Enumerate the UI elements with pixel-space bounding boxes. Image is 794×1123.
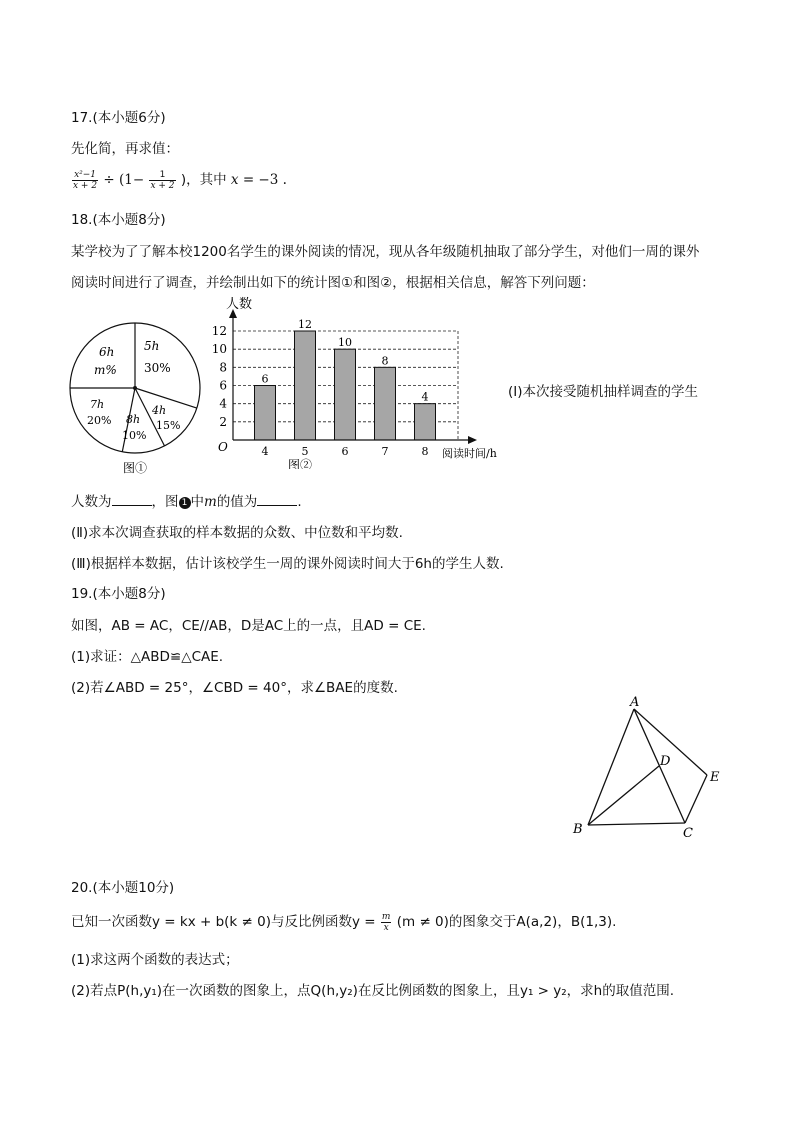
x-tick-label: 7 <box>381 445 389 458</box>
q18-part1-start: (Ⅰ)本次接受随机抽样调查的学生 <box>508 384 699 400</box>
x-tick-label: 5 <box>301 445 309 458</box>
part1-text-c: 中 <box>190 494 204 510</box>
circled-one: 1 <box>179 497 191 509</box>
pie-pct-5h: 30% <box>144 361 171 375</box>
pie-label-8h: 8h <box>126 413 141 426</box>
pie-pct-6h: m% <box>94 363 117 377</box>
division-part: ÷ (1− <box>103 172 145 188</box>
part1-text-d: 的值为 <box>216 494 258 510</box>
close-paren-text: )，其中 <box>180 172 227 188</box>
segment-ce <box>685 775 707 823</box>
fraction-2 <box>149 170 175 191</box>
q19-title: 19.(本小题8分) <box>71 586 166 602</box>
fraction-1-numerator: x²−1 <box>72 170 98 181</box>
segment-bd <box>588 766 659 825</box>
y-tick-label: 2 <box>219 414 227 429</box>
q20-statement <box>71 910 616 933</box>
bar <box>375 367 396 440</box>
q19-part2: (2)若∠ABD = 25°，∠CBD = 40°，求∠BAE的度数. <box>71 680 398 696</box>
pie-pct-7h: 20% <box>87 414 112 427</box>
segment-bc <box>588 823 685 825</box>
q20-statement-b: (m ≠ 0)的图象交于A(a,2)，B(1,3). <box>396 914 617 930</box>
y-tick-label: 10 <box>211 342 227 357</box>
y-tick-label: 4 <box>219 396 227 411</box>
bar <box>255 386 276 441</box>
part1-text-b: ，图 <box>151 494 179 510</box>
point-b-label: B <box>573 822 583 837</box>
fraction-1 <box>72 170 98 191</box>
y-tick-label: 12 <box>211 324 227 338</box>
q20-fraction <box>381 912 392 933</box>
triangle-figure <box>565 695 735 845</box>
pie-chart <box>60 320 210 480</box>
bar <box>295 331 316 440</box>
q17-title: 17.(本小题6分) <box>71 110 166 126</box>
pie-pct-4h: 15% <box>156 419 181 432</box>
point-c-label: C <box>683 826 693 841</box>
bar-value-label: 4 <box>421 390 429 404</box>
q19-intro: 如图，AB = AC，CE//AB，D是AC上的一点，且AD = CE. <box>71 618 426 634</box>
bar-value-label: 10 <box>338 336 352 350</box>
bar <box>335 349 356 440</box>
segment-ae <box>634 709 707 775</box>
bar-value-label: 8 <box>381 354 389 368</box>
q20-part1: (1)求这两个函数的表达式； <box>71 952 239 968</box>
q18-part2: (Ⅱ)求本次调查获取的样本数据的众数、中位数和平均数. <box>71 525 403 541</box>
q20-fraction-numerator: m <box>381 911 391 922</box>
answer-blank <box>112 493 152 506</box>
point-d-label: D <box>660 754 671 769</box>
q18-part1-continued <box>71 490 302 510</box>
part1-end: . <box>297 494 302 510</box>
bar-value-label: 6 <box>261 372 269 386</box>
q20-title: 20.(本小题10分) <box>71 880 175 896</box>
var-m: m <box>204 494 217 510</box>
q19-part1: (1)求证：△ABD≌△CAE. <box>71 649 224 665</box>
pie-caption: 图① <box>122 461 148 475</box>
origin-label: O <box>218 440 228 454</box>
point-a-label: A <box>630 695 640 710</box>
fraction-2-numerator: 1 <box>149 170 175 181</box>
pie-label-4h: 4h <box>152 404 167 417</box>
q20-fraction-denominator: x <box>383 922 389 933</box>
condition-variable: x <box>230 172 239 188</box>
point-e-label: E <box>710 770 720 785</box>
fraction-1-denominator: x + 2 <box>73 180 98 191</box>
segment-ab <box>588 709 634 825</box>
q20-statement-a: 已知一次函数y = kx + b(k ≠ 0)与反比例函数y = <box>71 914 376 930</box>
pie-label-5h: 5h <box>144 339 160 353</box>
bar-caption: 图② <box>287 458 313 469</box>
answer-blank <box>257 493 297 506</box>
q18-paragraph-1: 某学校为了了解本校1200名学生的课外阅读的情况，现从各年级随机抽取了部分学生，对他们一周的课外 <box>71 244 700 260</box>
pie-label-7h: 7h <box>90 398 105 411</box>
y-tick-label: 8 <box>219 360 227 375</box>
q18-part3: (Ⅲ)根据样本数据，估计该校学生一周的课外阅读时间大于6h的学生人数. <box>71 556 504 572</box>
x-tick-label: 4 <box>261 445 269 458</box>
x-tick-label: 8 <box>421 445 429 458</box>
pie-label-6h: 6h <box>99 345 115 359</box>
pie-center <box>133 386 137 390</box>
q17-instruction: 先化简，再求值： <box>71 141 179 157</box>
y-axis-label: 人数 <box>226 297 253 312</box>
bar-chart <box>200 294 520 469</box>
condition-value: = −3 . <box>242 172 287 188</box>
pie-pct-8h: 10% <box>122 429 147 442</box>
x-axis-label: 阅读时间/h <box>442 447 497 460</box>
x-axis-arrow <box>468 436 477 444</box>
q20-part2: (2)若点P(h,y₁)在一次函数的图象上，点Q(h,y₂)在反比例函数的图象上，且y₁ > y₂，求h的取值范围. <box>71 983 674 999</box>
bar <box>415 404 436 440</box>
x-tick-label: 6 <box>341 445 349 458</box>
q18-title: 18.(本小题8分) <box>71 212 166 228</box>
part1-text-a: 人数为 <box>71 494 112 510</box>
fraction-2-denominator: x + 2 <box>150 180 175 191</box>
bar-value-label: 12 <box>298 318 312 331</box>
q18-paragraph-2: 阅读时间进行了调查，并绘制出如下的统计图①和图②，根据相关信息，解答下列问题： <box>71 275 595 291</box>
q17-expression <box>71 168 287 191</box>
y-tick-label: 6 <box>219 378 227 393</box>
